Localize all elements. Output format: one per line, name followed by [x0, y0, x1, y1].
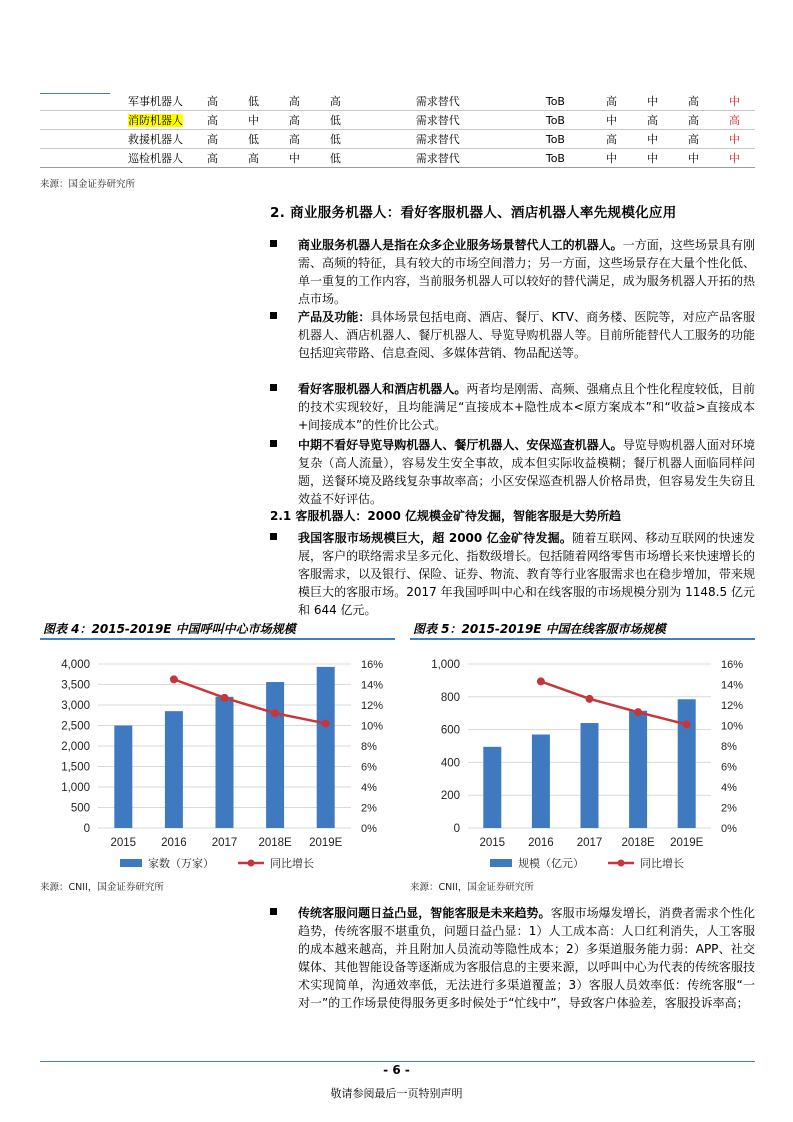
left-tick-label: 400 — [440, 757, 460, 770]
bullet-para-4: 中期不看好导览导购机器人、餐厅机器人、安保巡查机器人。导览导购机器人面对环境复杂（高人流量），容易发生安全事故，成本但实际收益模糊；餐厅机器人面临同样问题，送餐环境及路线复杂事故率高；小区安保巡查机器人价格昂贵，但容易发生失窃且效益不好评估。 — [270, 436, 755, 508]
bullet-para-6: 传统客服问题日益凸显，智能客服是未来趋势。客服市场爆发增长，消费者需求个性化趋势，传统客服不堪重负，问题日益凸显：1）人工成本高：人口红利消失，人工客服的成本越来越高，并且附加人员流动等隐性成本；2）多渠道服务能力弱：APP、社交媒体、其他智能设备等逐渐成为客服信息的主要来源，以呼叫中心为代表的传统客服技术实现简单，沟通效率低，无法进行多渠道覆盖；3）客服人员效率低：传统客服“一对一”的工作场景使得服务更多时候处于“忙线中”，导致客户体验差，客服投诉率高； — [270, 904, 755, 1012]
table-cell: 中 — [673, 149, 714, 168]
table-cell: 需求替代 — [356, 130, 520, 149]
legend-line-label: 同比增长 — [270, 858, 314, 870]
bar-2017 — [216, 697, 234, 828]
right-tick-label: 0% — [721, 823, 737, 835]
table-cell: 中 — [591, 149, 632, 168]
robot-name: 消防机器人 — [128, 114, 183, 127]
table-cell: 中 — [274, 149, 315, 168]
growth-point — [537, 677, 545, 685]
x-tick-label: 2016 — [528, 837, 554, 849]
growth-point — [683, 720, 691, 728]
bar-2015 — [114, 726, 132, 829]
table-source: 来源：国金证券研究所 — [40, 179, 136, 190]
bullet-icon — [270, 908, 277, 915]
bar-2018E — [629, 711, 647, 828]
table-cell: 高 — [315, 92, 356, 111]
x-tick-label: 2015 — [479, 837, 506, 849]
table-cell: 需求替代 — [356, 111, 520, 130]
table-cell: 低 — [233, 130, 274, 149]
table-cell: 中 — [714, 92, 755, 111]
right-tick-label: 10% — [721, 720, 744, 733]
right-tick-label: 0% — [361, 823, 377, 835]
chart2-rule — [410, 638, 755, 640]
growth-point — [221, 694, 229, 702]
disclaimer-note: 敬请参阅最后一页特别声明 — [330, 1087, 463, 1100]
bullet-icon — [270, 240, 277, 247]
table-cell: 中 — [632, 130, 673, 149]
legend-bar-label: 家数（万家） — [148, 858, 214, 870]
table-cell: 高 — [673, 92, 714, 111]
chart1-svg — [40, 642, 395, 875]
growth-point — [170, 675, 178, 683]
table-cell: 中 — [714, 130, 755, 149]
left-tick-label: 1,000 — [61, 782, 90, 794]
table-cell: 需求替代 — [356, 149, 520, 168]
right-tick-label: 14% — [721, 679, 744, 692]
right-tick-label: 12% — [361, 700, 384, 712]
left-tick-label: 600 — [440, 724, 460, 737]
left-tick-label: 2,000 — [61, 741, 90, 753]
growth-point — [586, 695, 594, 703]
table-cell: ToB — [520, 92, 591, 111]
bullet-icon — [270, 440, 277, 447]
chart2-svg — [410, 642, 755, 875]
right-tick-label: 16% — [721, 659, 744, 671]
legend-bar-swatch — [120, 859, 142, 867]
table-cell: 低 — [233, 92, 274, 111]
bullet-icon — [270, 384, 277, 391]
bar-2015 — [483, 747, 501, 828]
left-tick-label: 2,500 — [61, 720, 90, 733]
table-row — [40, 92, 755, 111]
x-tick-label: 2019E — [670, 837, 704, 849]
section-title: 2. 商业服务机器人：看好客服机器人、酒店机器人率先规模化应用 — [270, 205, 677, 221]
right-tick-label: 12% — [721, 700, 744, 712]
right-tick-label: 14% — [361, 679, 384, 692]
right-tick-label: 10% — [361, 720, 384, 733]
table-row — [40, 130, 755, 149]
bullet-icon — [270, 533, 277, 540]
robot-name: 巡检机器人 — [128, 152, 183, 165]
growth-line — [174, 679, 326, 723]
bullet-para-5: 我国客服市场规模巨大，超 2000 亿金矿待发掘。随着互联网、移动互联网的快速发展，客户的联络需求呈多元化、指数级增长。包括随着网络零售市场增长来快速增长的客服需求，以及银行、保险、证券、物流、教育等行业客服需求也在稳步增加，带来规模巨大的客服市场。2017 年我国呼叫中心和在线客服的市场规模分别为 1148.5 亿元和 644 亿元。 — [270, 529, 755, 619]
bar-2018E — [266, 682, 284, 828]
bullet-icon — [270, 312, 277, 319]
table-cell: 中 — [714, 149, 755, 168]
table-cell: 高 — [632, 111, 673, 130]
bar-2016 — [165, 711, 183, 828]
table-cell: 低 — [315, 111, 356, 130]
table-cell: 高 — [591, 130, 632, 149]
right-tick-label: 8% — [721, 741, 737, 753]
legend-bar-swatch — [490, 859, 512, 867]
growth-point — [271, 709, 279, 717]
table-cell: 高 — [192, 92, 233, 111]
growth-point — [634, 708, 642, 716]
legend-line-label: 同比增长 — [640, 858, 684, 870]
right-tick-label: 16% — [361, 659, 384, 671]
table-cell: 高 — [673, 111, 714, 130]
table-row — [40, 149, 755, 168]
right-tick-label: 8% — [361, 741, 377, 753]
growth-point — [322, 719, 330, 727]
right-tick-label: 2% — [721, 802, 737, 815]
table-cell: 低 — [315, 130, 356, 149]
bar-2019E — [317, 667, 335, 828]
table-cell: 中 — [233, 111, 274, 130]
left-tick-label: 3,500 — [61, 679, 90, 692]
left-tick-label: 3,000 — [61, 700, 90, 712]
left-tick-label: 0 — [83, 823, 90, 835]
bullet-para-1: 商业服务机器人是指在众多企业服务场景替代人工的机器人。一方面，这些场景具有刚需、高频的特征，具有较大的市场空间潜力；另一方面，这些场景存在大量个性化低、单一重复的工作内容，当前服务机器人可以较好的替代满足，成为服务机器人开拓的热点市场。 — [270, 236, 755, 308]
right-tick-label: 6% — [361, 761, 377, 774]
table-cell: 需求替代 — [356, 92, 520, 111]
chart1-rule — [40, 638, 395, 640]
x-tick-label: 2018E — [258, 837, 292, 849]
table-cell: 中 — [632, 92, 673, 111]
chart1-title: 图表 4：2015-2019E 中国呼叫中心市场规模 — [43, 622, 296, 636]
x-tick-label: 2019E — [309, 837, 343, 849]
robot-name: 救援机器人 — [128, 133, 183, 146]
table-cell: 高 — [274, 130, 315, 149]
left-tick-label: 1,000 — [431, 659, 460, 671]
chart1-source: 来源：CNII，国金证券研究所 — [40, 882, 164, 893]
bar-2019E — [678, 699, 696, 828]
table-cell: 高 — [591, 92, 632, 111]
robot-name: 军事机器人 — [128, 95, 183, 108]
left-tick-label: 0 — [453, 823, 460, 835]
table-cell: ToB — [520, 130, 591, 149]
table-cell: 高 — [714, 111, 755, 130]
left-tick-label: 500 — [70, 802, 90, 815]
table-cell: 高 — [192, 130, 233, 149]
table-cell: 低 — [315, 149, 356, 168]
right-tick-label: 4% — [721, 782, 737, 794]
x-tick-label: 2017 — [576, 837, 603, 849]
bullet-para-2: 产品及功能：具体场景包括电商、酒店、餐厅、KTV、商务楼、医院等，对应产品客服机器人、酒店机器人、餐厅机器人、导览导购机器人等。目前所能替代人工服务的功能包括迎宾带路、信息查阅、多媒体营销、物品配送等。 — [270, 308, 755, 362]
x-tick-label: 2018E — [621, 837, 655, 849]
legend-line-marker — [248, 860, 255, 867]
left-tick-label: 800 — [440, 691, 460, 704]
table-cell: 高 — [673, 130, 714, 149]
subsection-title: 2.1 客服机器人：2000 亿规模金矿待发掘，智能客服是大势所趋 — [270, 509, 622, 523]
bullet-para-3: 看好客服机器人和酒店机器人。两者均是刚需、高频、强痛点且个性化程度较低，目前的技术实现较好，且均能满足“直接成本+隐性成本<原方案成本”和“收益>直接成本+间接成本”的性价比公式。 — [270, 380, 755, 434]
legend-bar-label: 规模（亿元） — [518, 858, 584, 870]
table-cell: 高 — [192, 111, 233, 130]
x-tick-label: 2017 — [211, 837, 238, 849]
left-tick-label: 200 — [440, 790, 460, 803]
table-cell: ToB — [520, 149, 591, 168]
table-row — [40, 111, 755, 130]
growth-line — [541, 681, 687, 724]
table-cell: 中 — [632, 149, 673, 168]
left-tick-label: 1,500 — [61, 761, 90, 774]
right-tick-label: 2% — [361, 802, 377, 815]
left-tick-label: 4,000 — [61, 659, 90, 671]
table-cell: 高 — [274, 92, 315, 111]
right-tick-label: 6% — [721, 761, 737, 774]
table-cell: 高 — [192, 149, 233, 168]
x-tick-label: 2016 — [161, 837, 187, 849]
x-tick-label: 2015 — [110, 837, 137, 849]
robot-table — [40, 92, 755, 168]
table-cell: ToB — [520, 111, 591, 130]
table-cell: 中 — [591, 111, 632, 130]
footer-rule — [40, 1061, 755, 1062]
bar-2016 — [532, 735, 550, 828]
chart2-source: 来源：CNII，国金证券研究所 — [410, 882, 534, 893]
page-number: - 6 - — [383, 1063, 410, 1077]
chart2-title: 图表 5：2015-2019E 中国在线客服市场规模 — [413, 622, 666, 636]
right-tick-label: 4% — [361, 782, 377, 794]
bar-2017 — [581, 723, 599, 828]
table-cell: 高 — [233, 149, 274, 168]
legend-line-marker — [618, 860, 625, 867]
table-cell: 高 — [274, 111, 315, 130]
